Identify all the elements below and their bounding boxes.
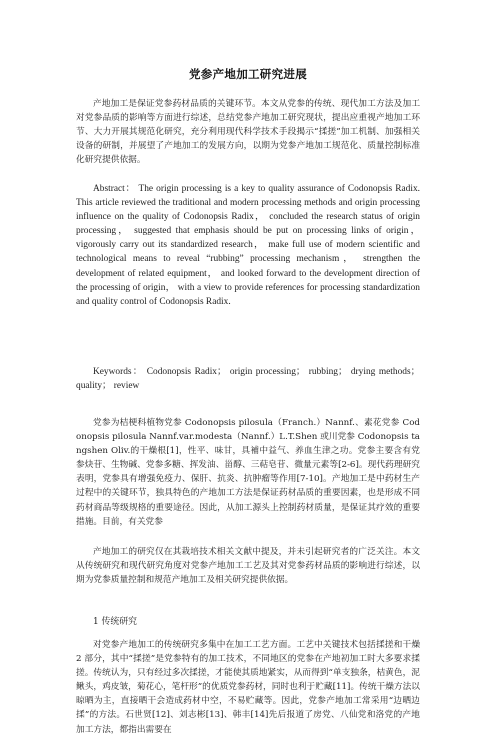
intro-paragraph-2: 产地加工的研究仅在其栽培技术相关文献中提及，并未引起研究者的广泛关注。本文从传统研究和现代研究角度对党参产地加工工艺及其对党参药材品质的影响进行综述，以期为党参质量控制和规范产地加工及相关研究提供依据。 bbox=[76, 547, 420, 586]
section-1-paragraph: 对党参产地加工的传统研究多集中在加工工艺方面。工艺中关键技术包括揉搓和干燥 2 部分，其中“揉搓”是党参特有的加工技术，不同地区的党参在产地初加工时大多要求揉搓。传统认为，只有经过多次揉搓，才能使其质地紧实，从而得到“单支独条，桔黄色，泥鳅头，鸡皮皱，菊花心，笔杆形”的优质党参药材，同时也利于贮藏[11]。传统干燥方法以晾晒为主，直接晒干会造成药材中空，不易贮藏等。因此，党参产地加工常采用“边晒边揉”的方法。石世贤[12]、刘志彬[13]、韩丰[14]先后报道了房党、八仙党和洛党的产地加工方法，都指出需要在 bbox=[76, 640, 420, 735]
paper-title: 党参产地加工研究进展 bbox=[189, 67, 307, 81]
keywords: Keywords： Codonopsis Radix； origin processing； rubbing； drying methods； quality； review bbox=[76, 367, 420, 392]
section-heading: 1 传统研究 bbox=[93, 617, 137, 627]
english-abstract: Abstract： The origin processing is a key to quality assurance of Codonopsis Radix. This article reviewed the traditional and modern processing methods and origin processing influence on the quality of Codonopsis Radix， concluded the research status of origin processing， suggested that emphasis should be put on processing links of origin， vigorously carry out its standardized research， make full use of modern scientific and technological means to reveal “rubbing” processing mechanism， strengthen the development of related equipment， and looked forward to the development direction of the processing of origin， with a view to provide references for processing standardization and quality control of Codonopsis Radix. bbox=[76, 184, 420, 307]
chinese-abstract: 产地加工是保证党参药材品质的关键环节。本文从党参的传统、现代加工方法及加工对党参品质的影响等方面进行综述，总结党参产地加工研究现状，提出应重视产地加工环节、大力开展其规范化研究，充分利用现代科学技术手段揭示“揉搓”加工机制、加强相关设备的研制，并展望了产地加工的发展方向，以期为党参产地加工规范化、质量控制标准化研究提供依据。 bbox=[76, 99, 420, 166]
intro-paragraph-1: 党参为桔梗科植物党参 Codonopsis pilosula（Franch.）Nannf.、素花党参 Codonopsis pilosula Nannf.var.modesta（Nannf.）L.T.Shen 或川党参 Codonopsis tangshen Oliv.的干燥根[1]，性平、味甘，具補中益气、养血生津之功。党参主要含有党参炔苷、生物碱、党参多糖、挥发油、甾醇、三萜皂苷、微量元素等[2-6]。现代药理研究表明，党参具有增强免疫力、保肝、抗炎、抗肿瘤等作用[7-10]。产地加工是中药材生产过程中的关键环节，独具特色的产地加工方法是保证药材品质的重要因素，也是形成不同药材商品等级规格的重要途径。因此，从加工源头上控制药材质量，是保证其疗效的重要措施。目前，有关党参 bbox=[76, 418, 420, 527]
